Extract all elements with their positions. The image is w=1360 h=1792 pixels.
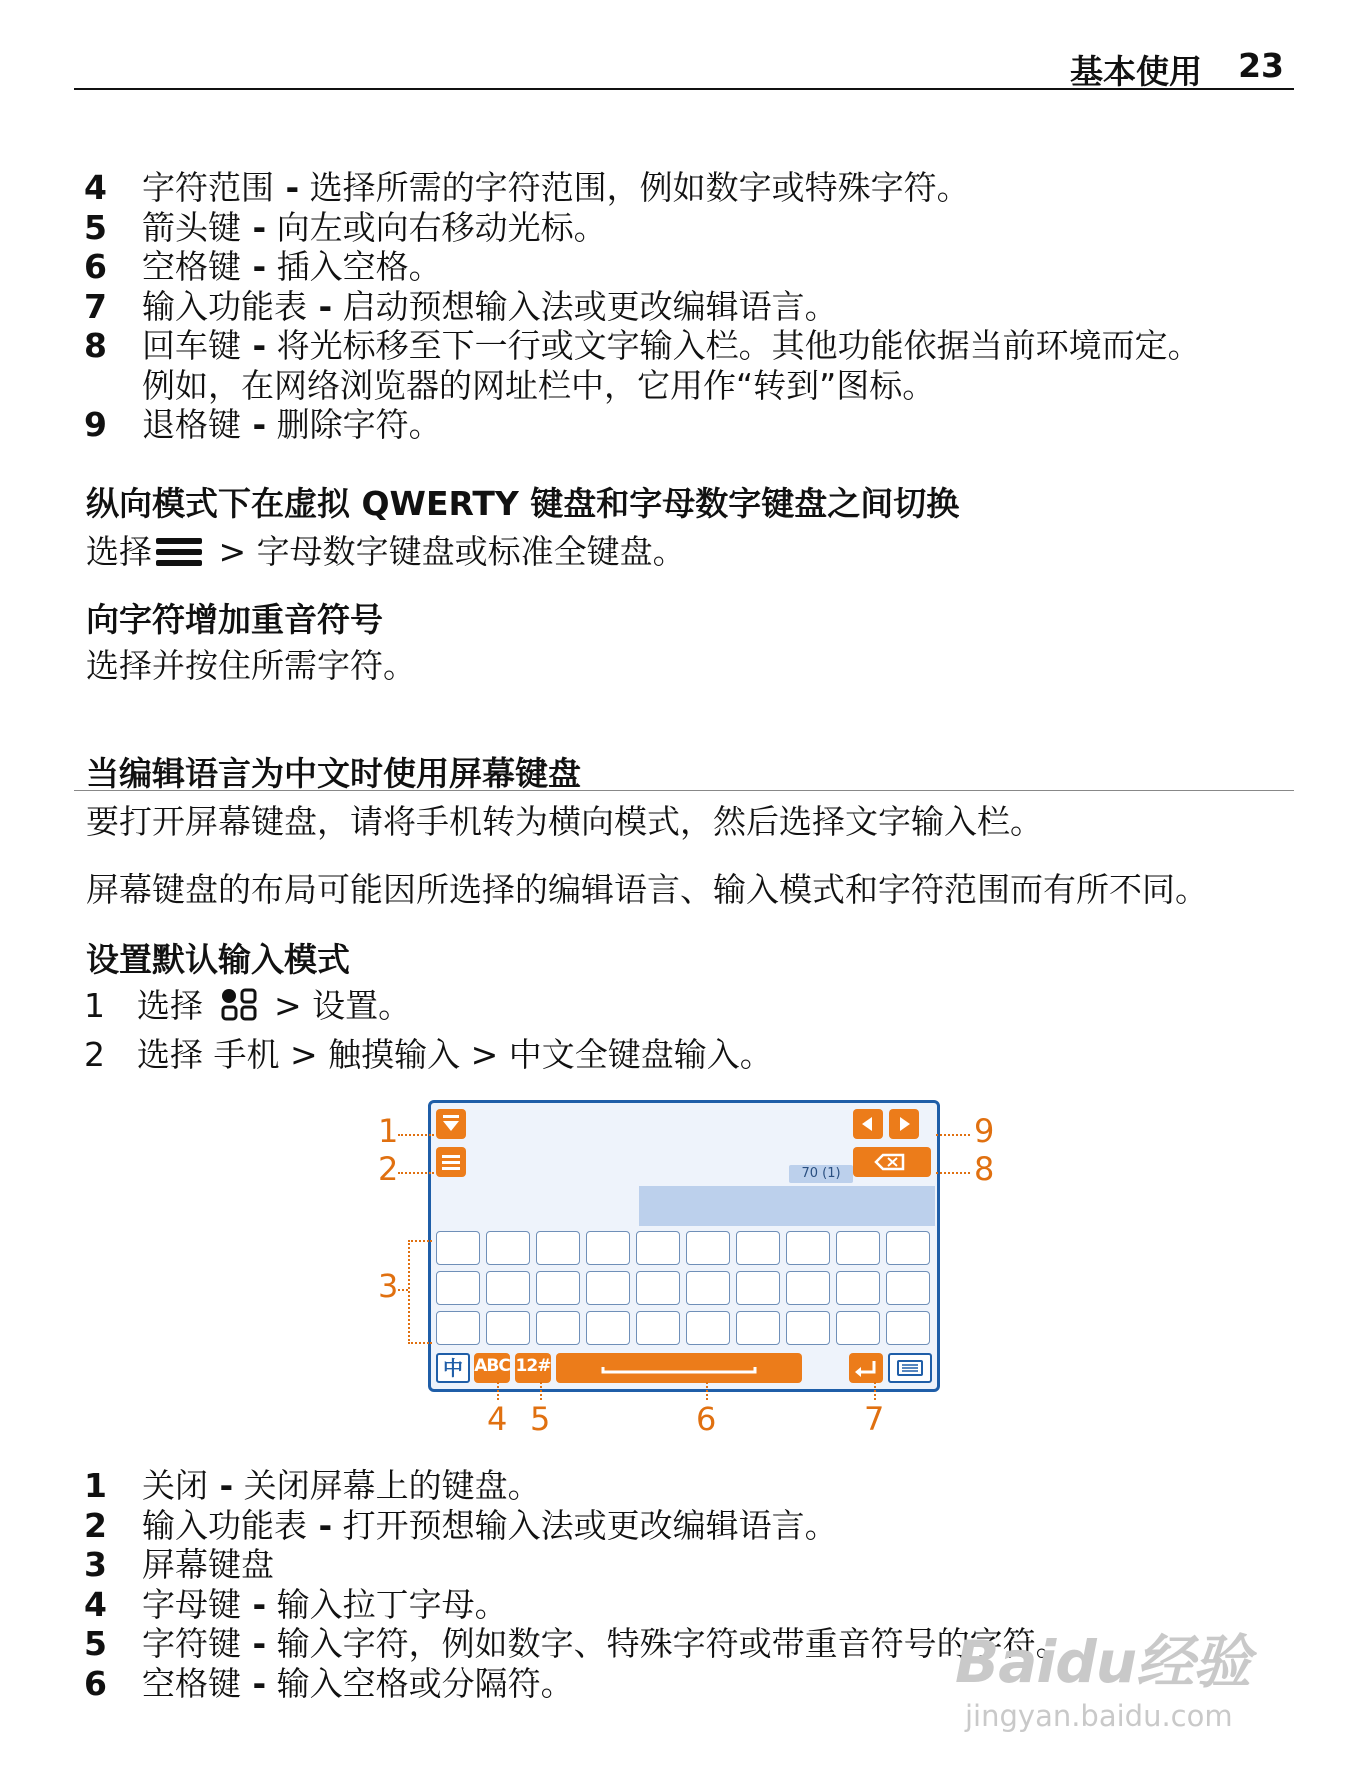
key (536, 1271, 580, 1305)
key (586, 1271, 630, 1305)
key (836, 1231, 880, 1265)
key (586, 1311, 630, 1345)
key (686, 1311, 730, 1345)
callout-3-leader (398, 1289, 408, 1291)
callout-6-leader (706, 1382, 708, 1400)
character-counter: 70 (1) (789, 1165, 853, 1183)
callout-3: 3 (378, 1267, 399, 1305)
list-item: 6 空格键 - 输入空格或分隔符。 (84, 1663, 574, 1703)
text-input-field (639, 1186, 935, 1226)
apps-icon (220, 988, 258, 1022)
menu-icon (156, 537, 202, 567)
input-menu-icon (436, 1147, 466, 1177)
key (436, 1311, 480, 1345)
key (736, 1311, 780, 1345)
step-1: 1 选择 > 设置。 (84, 986, 412, 1025)
key (486, 1231, 530, 1265)
callout-7-leader (874, 1382, 876, 1400)
key (686, 1231, 730, 1265)
backspace-icon (853, 1147, 931, 1177)
callout-5: 5 (530, 1400, 551, 1438)
list-item-continuation: 例如，在网络浏览器的网址栏中，它用作“转到”图标。 (142, 365, 936, 405)
accent-text: 选择并按住所需字符。 (86, 646, 416, 685)
list-item: 2 输入功能表 - 打开预想输入法或更改编辑语言。 (84, 1505, 838, 1545)
chinese-mode-key: 中 (436, 1353, 470, 1383)
list-item: 7 输入功能表 - 启动预想输入法或更改编辑语言。 (84, 286, 838, 326)
key (836, 1271, 880, 1305)
list-item: 5 字符键 - 输入字符，例如数字、特殊字符或带重音符号的字符。 (84, 1624, 1069, 1663)
keyboard-switch-key (888, 1353, 932, 1383)
list-item: 4 字符范围 - 选择所需的字符范围，例如数字或特殊字符。 (84, 168, 970, 207)
key (736, 1231, 780, 1265)
arrow-right-icon (889, 1109, 919, 1139)
watermark (955, 1615, 1250, 1733)
page-number: 23 (1238, 46, 1284, 85)
key (486, 1271, 530, 1305)
list-item: 6 空格键 - 插入空格。 (84, 247, 442, 286)
callout-7: 7 (864, 1400, 885, 1438)
callout-4: 4 (487, 1400, 508, 1438)
callout-5-leader (540, 1382, 542, 1400)
key (886, 1231, 930, 1265)
callout-2-leader (398, 1172, 434, 1174)
section-title: 当编辑语言为中文时使用屏幕键盘 (86, 754, 581, 793)
header-title: 基本使用 (1070, 52, 1202, 91)
callout-3-bracket (408, 1240, 432, 1344)
key (786, 1231, 830, 1265)
callout-1: 1 (378, 1112, 399, 1150)
callout-1-leader (398, 1134, 434, 1136)
onscreen-keyboard-figure (428, 1100, 940, 1392)
close-keyboard-icon (436, 1109, 466, 1139)
page-header (74, 44, 1294, 90)
key (586, 1231, 630, 1265)
key (436, 1271, 480, 1305)
symbol-key: 12# (515, 1353, 551, 1383)
key (886, 1311, 930, 1345)
key (786, 1271, 830, 1305)
key (736, 1271, 780, 1305)
callout-6: 6 (696, 1400, 717, 1438)
enter-icon (849, 1353, 883, 1383)
keyboard-icon (890, 1355, 930, 1381)
key-list-bottom (84, 1466, 1069, 1703)
section-paragraph-2: 屏幕键盘的布局可能因所选择的编辑语言、输入模式和字符范围而有所不同。 (86, 870, 1208, 909)
switch-instruction: 选择 > 字母数字键盘或标准全键盘。 (86, 532, 686, 571)
callout-2: 2 (378, 1150, 399, 1188)
key (636, 1311, 680, 1345)
callout-8-leader (936, 1172, 970, 1174)
key (836, 1311, 880, 1345)
switch-heading: 纵向模式下在虚拟 QWERTY 键盘和字母数字键盘之间切换 (86, 484, 960, 523)
watermark-logo: Baidu经验 (955, 1628, 1251, 1696)
key (786, 1311, 830, 1345)
callout-8: 8 (974, 1150, 995, 1188)
watermark-url: jingyan.baidu.com (965, 1699, 1233, 1733)
callout-4-leader (497, 1382, 499, 1400)
space-bar-icon (556, 1353, 802, 1383)
section-divider (74, 790, 1294, 791)
key (436, 1231, 480, 1265)
list-item: 4 字母键 - 输入拉丁字母。 (84, 1584, 508, 1624)
enter-key (849, 1353, 883, 1383)
section-paragraph-1: 要打开屏幕键盘，请将手机转为横向模式，然后选择文字输入栏。 (86, 802, 1043, 841)
key (636, 1231, 680, 1265)
callout-9: 9 (974, 1112, 995, 1150)
alpha-key: ABC (474, 1353, 510, 1383)
list-item: 3 屏幕键盘 (84, 1545, 274, 1584)
key (486, 1311, 530, 1345)
key (636, 1271, 680, 1305)
step-2: 2 选择 手机 > 触摸输入 > 中文全键盘输入。 (84, 1035, 773, 1074)
callout-9-leader (936, 1134, 970, 1136)
space-key (556, 1353, 802, 1383)
list-item: 8 回车键 - 将光标移至下一行或文字输入栏。其他功能依据当前环境而定。 (84, 326, 1201, 365)
arrow-left-icon (853, 1109, 883, 1139)
accent-heading: 向字符增加重音符号 (86, 600, 383, 639)
key (536, 1231, 580, 1265)
list-item: 1 关闭 - 关闭屏幕上的键盘。 (84, 1466, 541, 1505)
key (686, 1271, 730, 1305)
list-item: 9 退格键 - 删除字符。 (84, 405, 442, 444)
key-list-top (84, 168, 1201, 445)
key (886, 1271, 930, 1305)
list-item: 5 箭头键 - 向左或向右移动光标。 (84, 207, 607, 247)
key (536, 1311, 580, 1345)
default-mode-heading: 设置默认输入模式 (86, 940, 350, 979)
